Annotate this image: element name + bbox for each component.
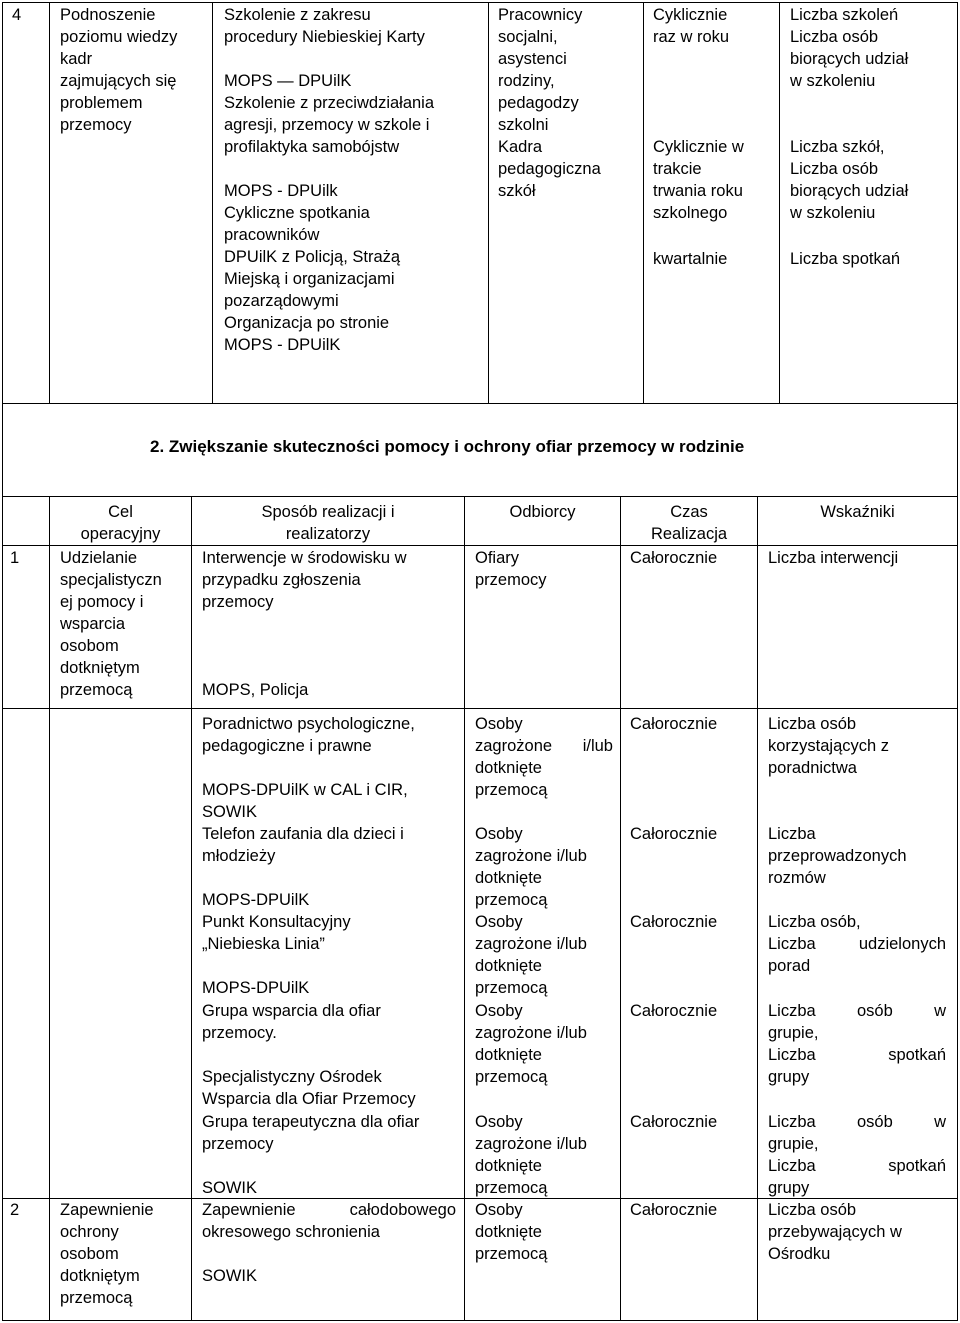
sub-a-indicator: Liczba osób korzystających z poradnictwa xyxy=(768,715,890,777)
sub-d-method: Grupa wsparcia dla ofiar przemocy. Specjalistyczny Ośrodek Wsparcia dla Ofiar Przemocy xyxy=(202,1002,416,1108)
row1-indicator: Liczba interwencji xyxy=(768,549,899,567)
sub-b-indicator: Liczba przeprowadzonych rozmów xyxy=(768,825,907,887)
row1-method-org: MOPS, Policja xyxy=(202,681,309,699)
sub-e-method: Grupa terapeutyczna dla ofiar przemocy SOWIK xyxy=(202,1113,420,1197)
row2-goal: Zapewnienie ochrony osobom dotkniętym przemocą xyxy=(60,1201,154,1307)
row1-recipients: Ofiary przemocy xyxy=(475,549,547,589)
row2-method: Zapewnienie całodobowego okresowego schronienia SOWIK xyxy=(202,1201,456,1285)
sub-c-recipients: Osoby zagrożone i/lub dotknięte przemocą xyxy=(475,913,587,997)
sub-d-time: Całorocznie xyxy=(630,1002,718,1020)
t1-goal: Podnoszenie poziomu wiedzy kadr zajmujących się problemem przemocy xyxy=(60,6,178,134)
sub-a-method: Poradnictwo psychologiczne, pedagogiczne i prawne MOPS-DPUilK w CAL i CIR, SOWIK xyxy=(202,715,415,821)
t1-indicators-b: Liczba szkół, Liczba osób biorących udział w szkoleniu xyxy=(790,138,909,222)
header-method: Sposób realizacji i realizatorzy xyxy=(261,503,395,543)
t1-recipients-b: Kadra pedagogiczna szkół xyxy=(498,138,601,200)
header-time: Czas Realizacja xyxy=(650,503,728,543)
row1-goal: Udzielanie specjalistyczn ej pomocy i wsparcia osobom dotkniętym przemocą xyxy=(60,549,162,699)
sub-d-indicator: Liczba osób w grupie, Liczba spotkań grupy xyxy=(768,1002,946,1086)
sub-e-recipients: Osoby zagrożone i/lub dotknięte przemocą xyxy=(475,1113,587,1197)
header-recipients: Odbiorcy xyxy=(509,503,576,521)
sub-b-method: Telefon zaufania dla dzieci i młodzieży MOPS-DPUilK xyxy=(202,825,404,909)
row2-recipients: Osoby dotknięte przemocą xyxy=(475,1201,548,1263)
sub-e-indicator: Liczba osób w grupie, Liczba spotkań grupy xyxy=(768,1113,946,1197)
sub-b-time: Całorocznie xyxy=(630,825,718,843)
t1-recipients-a: Pracownicy socjalni, asystenci rodziny, pedagodzy szkolni xyxy=(498,6,583,134)
header-goal: Cel operacyjny xyxy=(80,503,161,543)
sub-c-indicator: Liczba osób, Liczba udzielonych porad xyxy=(768,913,946,975)
t1-row-number: 4 xyxy=(12,6,22,24)
t1-time-a: Cyklicznie raz w roku xyxy=(653,6,730,46)
row2-number: 2 xyxy=(10,1201,20,1219)
sub-c-time: Całorocznie xyxy=(630,913,718,931)
sub-c-method: Punkt Konsultacyjny „Niebieska Linia” MOPS-DPUilK xyxy=(202,913,351,997)
sub-b-recipients: Osoby zagrożone i/lub dotknięte przemocą xyxy=(475,825,587,909)
t1-time-b: Cyklicznie w trakcie trwania roku szkolnego xyxy=(653,138,744,222)
sub-a-time: Całorocznie xyxy=(630,715,718,733)
row1-time: Całorocznie xyxy=(630,549,718,567)
row1-method: Interwencje w środowisku w przypadku zgłoszenia przemocy xyxy=(202,549,407,611)
row2-indicator: Liczba osób przebywających w Ośrodku xyxy=(768,1201,902,1263)
t1-time-c: kwartalnie xyxy=(653,250,728,268)
t1-method: Szkolenie z zakresu procedury Niebieskiej Karty MOPS — DPUilK Szkolenie z przeciwdziałania agresji, przemocy w szkole i profilaktyka samobójstw MOPS - DPUilk Cykliczne spotkania pracowników DPUilK z Policją, Strażą Miejską i organizacjami pozarządowymi Organizacja po stronie MOPS - DPUilK xyxy=(224,6,435,354)
header-indicators: Wskaźniki xyxy=(820,503,895,521)
t1-indicators-a: Liczba szkoleń Liczba osób biorących udział w szkoleniu xyxy=(790,6,909,90)
sub-d-recipients: Osoby zagrożone i/lub dotknięte przemocą xyxy=(475,1002,587,1086)
row1-number: 1 xyxy=(10,549,20,567)
section-heading: 2. Zwiększanie skuteczności pomocy i ochrony ofiar przemocy w rodzinie xyxy=(150,437,745,456)
t1-indicators-c: Liczba spotkań xyxy=(790,250,901,268)
sub-e-time: Całorocznie xyxy=(630,1113,718,1131)
sub-a-recipients: Osoby zagrożone i/lub dotknięte przemocą xyxy=(475,715,613,799)
row2-time: Całorocznie xyxy=(630,1201,718,1219)
